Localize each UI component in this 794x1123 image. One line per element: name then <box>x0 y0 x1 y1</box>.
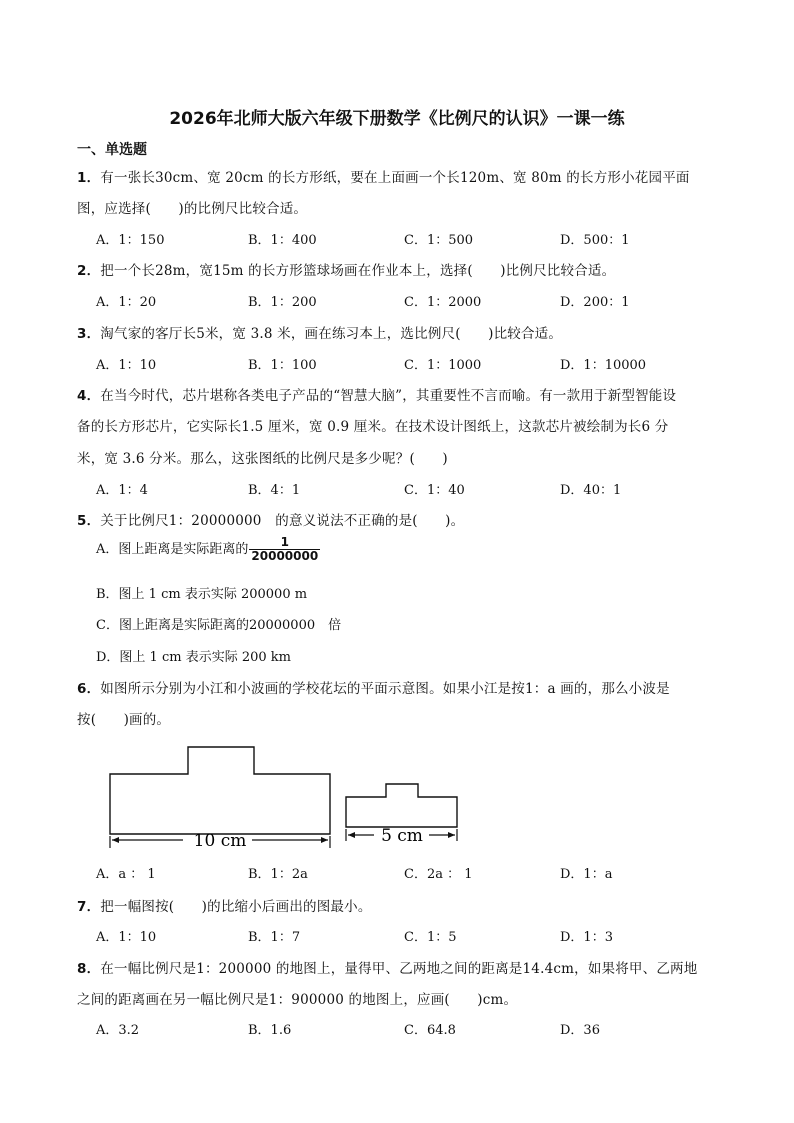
q2-option-d: D．200：1 <box>560 295 630 310</box>
q3-option-a: A．1：10 <box>96 358 157 373</box>
q2-option-b: B．1：200 <box>248 295 317 310</box>
question-4-cont: 米，宽 3.6 分米。那么，这张图纸的比例尺是多少呢？( ) <box>77 451 448 467</box>
q7-option-a: A．1：10 <box>96 930 157 945</box>
question-number: 7． <box>77 899 101 915</box>
q8-option-a: A．3.2 <box>96 1023 140 1038</box>
q6-option-a: A．a ： 1 <box>96 867 156 882</box>
question-number: 3． <box>77 326 101 342</box>
q1-option-d: D．500：1 <box>560 233 630 248</box>
q7-option-b: B．1：7 <box>248 930 301 945</box>
q1-option-b: B．1：400 <box>248 233 317 248</box>
q4-option-a: A．1：4 <box>96 483 148 498</box>
question-4-cont: 备的长方形芯片，它实际长1.5 厘米，宽 0.9 厘米。在技术设计图纸上，这款芯片被绘制为长6 分 <box>77 419 669 435</box>
question-text: 把一个长28m，宽15m 的长方形篮球场画在作业本上，选择( )比例尺比较合适。 <box>100 263 616 279</box>
q2-option-c: C．1：2000 <box>404 295 482 310</box>
q4-option-b: B．4：1 <box>248 483 301 498</box>
question-1 <box>77 166 690 186</box>
q8-option-b: B．1.6 <box>248 1023 292 1038</box>
question-text: 如图所示分别为小江和小波画的学校花坛的平面示意图。如果小江是按1：a 画的，那么小波是 <box>100 681 670 697</box>
q5-option-a <box>96 536 320 563</box>
q7-option-d: D．1：3 <box>560 930 613 945</box>
right-arrowhead <box>348 832 355 838</box>
question-number: 1． <box>77 170 101 186</box>
q3-option-c: C．1：1000 <box>404 358 482 373</box>
left-arrowhead <box>321 837 328 843</box>
q4-option-d: D．40：1 <box>560 483 622 498</box>
q6-option-b: B．1：2a <box>248 867 308 882</box>
q5-option-c: C．图上距离是实际距离的20000000 倍 <box>96 618 342 633</box>
question-number: 2． <box>77 263 101 279</box>
question-1-cont: 图，应选择( )的比例尺比较合适。 <box>77 201 308 217</box>
left-flowerbed-outline <box>110 747 330 834</box>
q3-option-d: D．1：10000 <box>560 358 647 373</box>
question-text: 淘气家的客厅长5米，宽 3.8 米，画在练习本上，选比例尺( )比较合适。 <box>100 326 563 342</box>
q3-option-b: B．1：100 <box>248 358 317 373</box>
question-number: 4． <box>77 388 101 404</box>
question-number: 8． <box>77 961 101 977</box>
question-number: 6． <box>77 681 101 697</box>
question-3 <box>77 322 562 342</box>
question-text: 把一幅图按( )的比缩小后画出的图最小。 <box>100 899 372 915</box>
question-2 <box>77 259 615 279</box>
question-7 <box>77 895 372 915</box>
q7-option-c: C．1：5 <box>404 930 457 945</box>
section-heading: 一、单选题 <box>77 142 147 158</box>
option-text: A．图上距离是实际距离的 <box>96 542 249 557</box>
right-arrowhead <box>448 832 455 838</box>
fraction-denominator: 20000000 <box>251 549 319 563</box>
left-arrowhead <box>112 837 119 843</box>
question-8 <box>77 957 697 977</box>
question-6-cont: 按( )画的。 <box>77 712 171 728</box>
fraction-numerator: 1 <box>280 535 289 549</box>
question-number: 5． <box>77 513 101 529</box>
question-4 <box>77 384 676 404</box>
fraction <box>249 536 320 563</box>
question-6 <box>77 677 670 697</box>
q8-option-d: D．36 <box>560 1023 600 1038</box>
q1-option-a: A．1：150 <box>96 233 165 248</box>
question-text: 在一幅比例尺是1：200000 的地图上，量得甲、乙两地之间的距离是14.4cm，如果将甲、乙两地 <box>100 961 698 977</box>
left-dimension-label: 10 cm <box>193 831 247 851</box>
q6-option-c: C．2a ： 1 <box>404 867 473 882</box>
q2-option-a: A．1：20 <box>96 295 157 310</box>
q6-option-d: D．1：a <box>560 867 613 882</box>
q1-option-c: C．1：500 <box>404 233 474 248</box>
page-title: 2026年北师大版六年级下册数学《比例尺的认识》一课一练 <box>169 109 625 129</box>
q4-option-c: C．1：40 <box>404 483 465 498</box>
q5-option-b: B．图上 1 cm 表示实际 200000 m <box>96 587 308 602</box>
flowerbed-figure <box>100 742 480 852</box>
question-5 <box>77 509 464 529</box>
question-text: 在当今时代，芯片堪称各类电子产品的“智慧大脑”，其重要性不言而喻。有一款用于新型智能设 <box>100 388 677 404</box>
right-flowerbed-outline <box>346 784 457 827</box>
question-text: 关于比例尺1：20000000 的意义说法不正确的是( )。 <box>100 513 465 529</box>
q5-option-d: D．图上 1 cm 表示实际 200 km <box>96 650 291 665</box>
q8-option-c: C．64.8 <box>404 1023 456 1038</box>
question-8-cont: 之间的距离画在另一幅比例尺是1：900000 的地图上，应画( )cm。 <box>77 992 518 1008</box>
question-text: 有一张长30cm、宽 20cm 的长方形纸，要在上面画一个长120m、宽 80m 的长方形小花园平面 <box>100 170 690 186</box>
right-dimension-label: 5 cm <box>381 826 423 846</box>
